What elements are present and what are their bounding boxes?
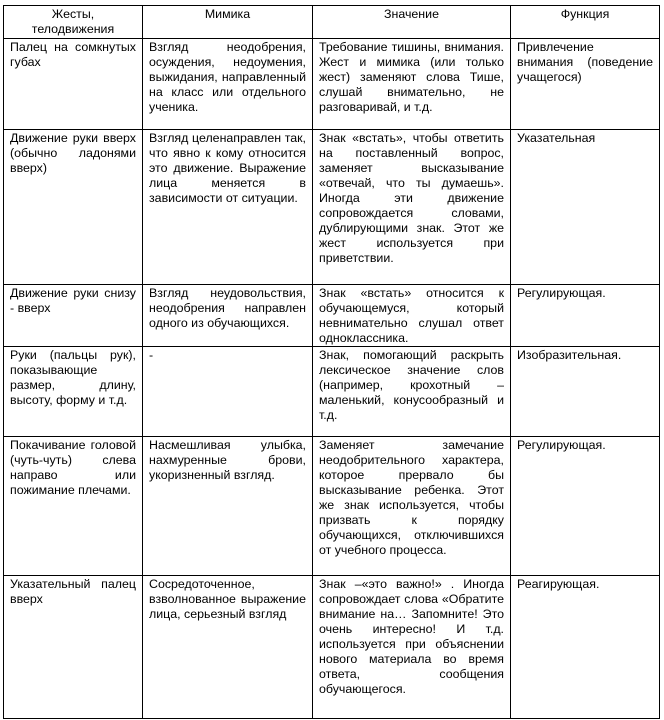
cell-function: Регулирующая. — [511, 285, 660, 347]
table-row — [4, 576, 660, 719]
cell-meaning: Требование тишины, внимания. Жест и мимика (или только жест) заменяют слова Тише, слушай внимательно, не разговаривай, и т.д. — [313, 39, 511, 130]
gestures-table — [3, 5, 660, 719]
cell-mimicry: Сосредоточенное, взволнованное выражение лица, серьезный взгляд — [143, 576, 313, 719]
table-row — [4, 39, 660, 130]
cell-meaning: Знак, помогающий раскрыть лексическое значение слов (например, крохотный – маленький, конусообразный и т.д. — [313, 347, 511, 437]
cell-gesture: Покачивание головой (чуть-чуть) слева направо или пожимание плечами. — [4, 437, 143, 576]
cell-mimicry: Взгляд неодобрения, осуждения, недоумения, выжидания, направленный на класс или отдельного ученика. — [143, 39, 313, 130]
header-function: Функция — [511, 6, 660, 39]
header-row — [4, 6, 660, 39]
cell-function: Реагирующая. — [511, 576, 660, 719]
cell-function: Привлечение внимания (поведение учащегося) — [511, 39, 660, 130]
table-row — [4, 285, 660, 347]
cell-gesture: Руки (пальцы рук), показывающие размер, длину, высоту, форму и т.д. — [4, 347, 143, 437]
cell-mimicry: Взгляд целенаправлен так, что явно к кому относится это движение. Выражение лица меняется в зависимости от ситуации. — [143, 130, 313, 285]
cell-mimicry: Взгляд неудовольствия, неодобрения направлен одного из обучающихся. — [143, 285, 313, 347]
table-row — [4, 437, 660, 576]
cell-gesture: Движение руки снизу - вверх — [4, 285, 143, 347]
cell-gesture: Палец на сомкнутых губах — [4, 39, 143, 130]
cell-meaning: Знак «встать», чтобы ответить на поставленный вопрос, заменяет высказывание «отвечай, что ты думаешь». Иногда эти движение сопровождается словами, дублирующими знак. Этот же жест используется при приветствии. — [313, 130, 511, 285]
cell-mimicry: - — [143, 347, 313, 437]
table-row — [4, 130, 660, 285]
cell-gesture: Движение руки вверх (обычно ладонями вверх) — [4, 130, 143, 285]
cell-function: Указательная — [511, 130, 660, 285]
header-gesture: Жесты, телодвижения — [4, 6, 143, 39]
cell-meaning: Знак –«это важно!» . Иногда сопровождает слова «Обратите внимание на… Запомните! Это очень интересно! И т.д. используется при объяснении нового материала во время ответа, сообщения обучающегося. — [313, 576, 511, 719]
cell-gesture: Указательный палец вверх — [4, 576, 143, 719]
cell-mimicry: Насмешливая улыбка, нахмуренные брови, укоризненный взгляд. — [143, 437, 313, 576]
header-meaning: Значение — [313, 6, 511, 39]
cell-function: Изобразительная. — [511, 347, 660, 437]
header-mimicry: Мимика — [143, 6, 313, 39]
cell-meaning: Знак «встать» относится к обучающемуся, который невнимательно слушал ответ одноклассника. — [313, 285, 511, 347]
table-row — [4, 347, 660, 437]
cell-function: Регулирующая. — [511, 437, 660, 576]
cell-meaning: Заменяет замечание неодобрительного характера, которое прервало бы высказывание ребенка. Этот же знак используется, чтобы призвать к порядку обучающихся, отключившихся от учебного процесса. — [313, 437, 511, 576]
